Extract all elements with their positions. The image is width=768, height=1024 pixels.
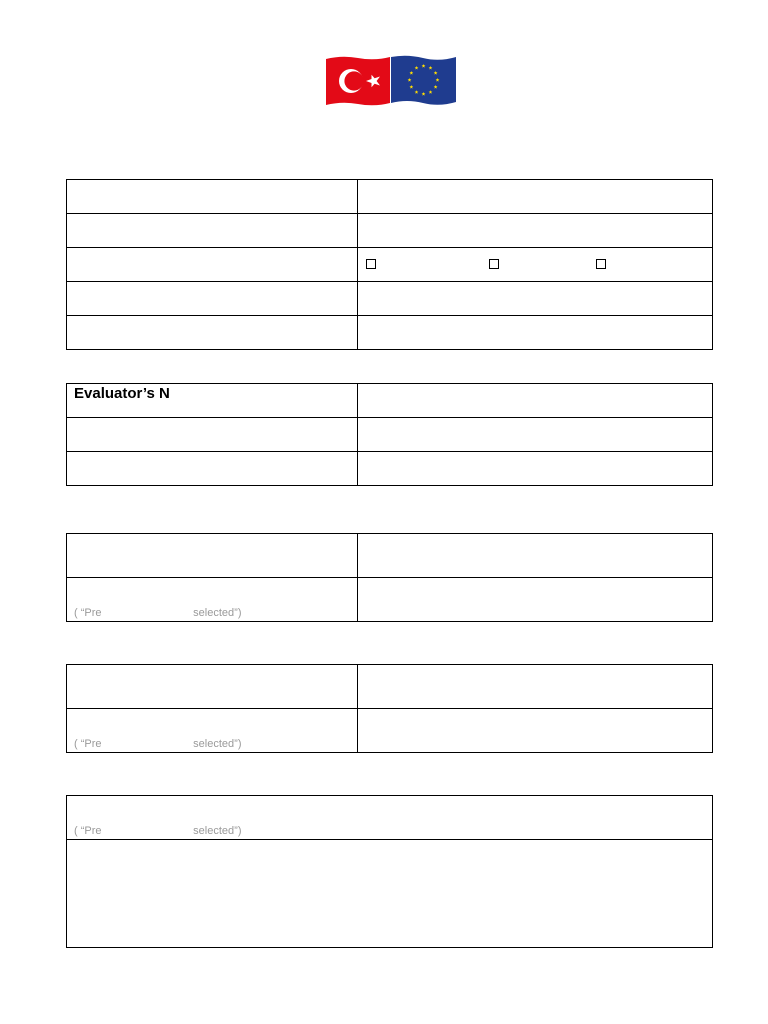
label-cell: [67, 665, 358, 709]
label-cell: [67, 709, 358, 753]
turkey-flag-icon: [326, 57, 390, 106]
value-cell[interactable]: [358, 534, 713, 578]
label-cell: [67, 534, 358, 578]
table-row: [67, 384, 713, 418]
value-cell[interactable]: [358, 709, 713, 753]
comments-table: [66, 795, 713, 948]
table-row: [67, 578, 713, 622]
flags-logo: [326, 55, 457, 107]
selection-table-2: [66, 664, 713, 753]
label-cell: [67, 214, 358, 248]
value-cell[interactable]: [358, 665, 713, 709]
table-row: [67, 840, 713, 948]
preselected-hint: ( “Pre selected”): [74, 607, 242, 619]
value-cell[interactable]: [358, 578, 713, 622]
evaluator-name-label: Evaluator’s N: [74, 385, 170, 402]
label-cell: [67, 452, 358, 486]
value-cell[interactable]: [358, 452, 713, 486]
table-row: [67, 180, 713, 214]
value-cell[interactable]: [358, 282, 713, 316]
label-cell: [67, 282, 358, 316]
label-cell: [67, 316, 358, 350]
checkbox-cell: [358, 248, 713, 282]
value-cell[interactable]: [358, 180, 713, 214]
table-row: [67, 709, 713, 753]
table-row: [67, 534, 713, 578]
checkbox[interactable]: [366, 259, 376, 269]
value-cell[interactable]: [358, 418, 713, 452]
evaluator-name-field[interactable]: [358, 384, 713, 418]
project-info-table: [66, 179, 713, 350]
eu-flag-icon: [391, 56, 456, 105]
table-row: [67, 248, 713, 282]
checkbox[interactable]: [596, 259, 606, 269]
selection-table-1: [66, 533, 713, 622]
table-row: [67, 316, 713, 350]
value-cell[interactable]: [358, 316, 713, 350]
table-row: [67, 452, 713, 486]
value-cell[interactable]: [358, 214, 713, 248]
label-cell: [67, 418, 358, 452]
label-cell: [67, 248, 358, 282]
table-row: [67, 796, 713, 840]
label-cell: [67, 384, 358, 418]
preselected-hint: ( “Pre selected”): [74, 825, 242, 837]
label-cell: [67, 578, 358, 622]
label-cell: [67, 180, 358, 214]
table-row: [67, 418, 713, 452]
table-row: [67, 665, 713, 709]
table-row: [67, 282, 713, 316]
comments-field[interactable]: [67, 840, 713, 948]
checkbox[interactable]: [489, 259, 499, 269]
evaluator-table: [66, 383, 713, 486]
preselected-hint: ( “Pre selected”): [74, 738, 242, 750]
table-row: [67, 214, 713, 248]
comments-header-cell: [67, 796, 713, 840]
